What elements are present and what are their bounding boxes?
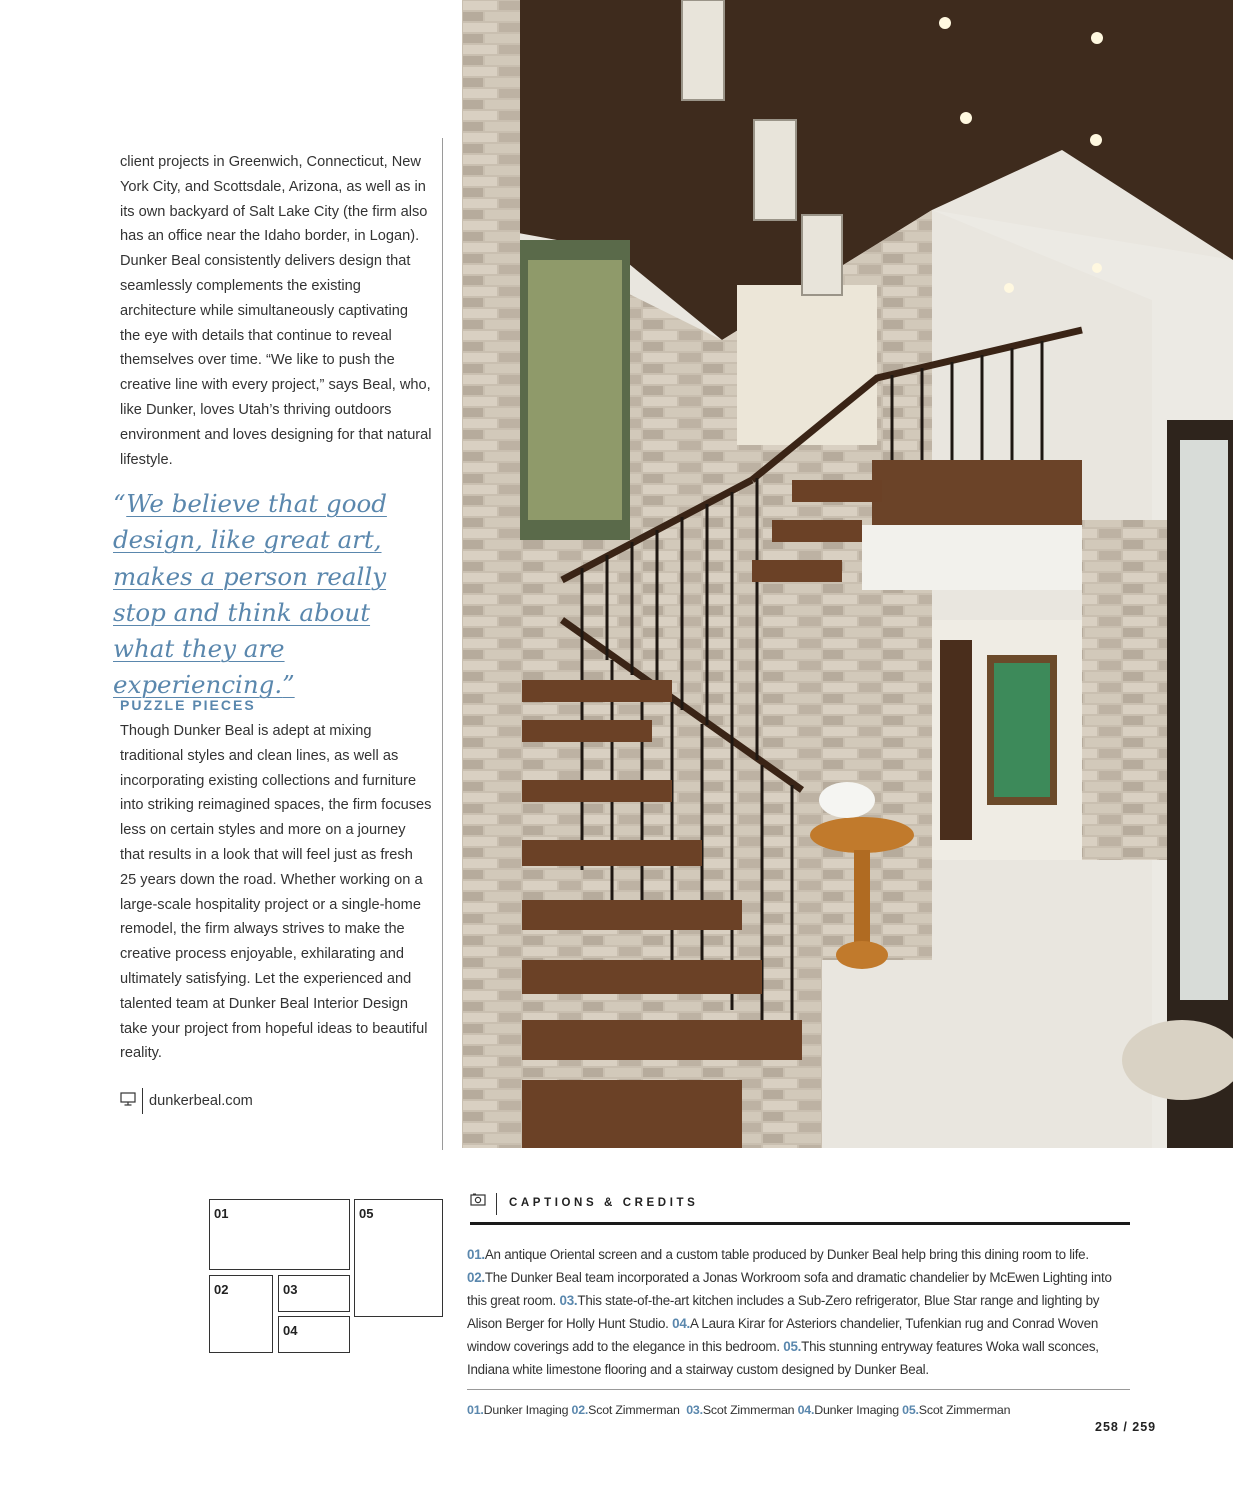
layout-key-box-02: 02 — [209, 1275, 273, 1353]
captions-divider — [467, 1389, 1130, 1390]
caption-text: The Dunker Beal team incorporated a Jonas Workroom sofa and dramatic chandelier by McEwen Lighting into this great room. — [467, 1269, 1112, 1308]
caption-number: 03. — [559, 1292, 578, 1308]
body-paragraph-2: Though Dunker Beal is adept at mixing traditional styles and clean lines, as well as incorporating existing collections and furniture into striking reimagined spaces, the firm focuses less on certain styles and more on a journey that results in a look that will feel just as fresh 25 years down the road. Whether working on a large-scale hospitality project or a single-home remodel, the firm always strives to make the creative process enjoyable, exhilarating and ultimately satisfying. Let the experienced and talented team at Dunker Beal Interior Design take your project from hopeful ideas to beautiful reality. — [120, 723, 432, 1062]
entryway-staircase-photo — [462, 0, 1233, 1148]
page-numbers: 258 / 259 — [1095, 1420, 1157, 1434]
photo-illustration — [462, 0, 1233, 1148]
pull-quote-text: We believe that good design, like great art, makes a person really stop and think about what they are experiencing. — [113, 489, 387, 700]
layout-key-box-03: 03 — [278, 1275, 350, 1312]
layout-key-box-04: 04 — [278, 1316, 350, 1353]
photo-credits — [467, 1400, 1132, 1420]
column-divider — [442, 138, 443, 1150]
layout-key-box-01: 01 — [209, 1199, 350, 1270]
website-line — [120, 1088, 253, 1114]
credit-text: Scot Zimmerman — [918, 1403, 1011, 1417]
body-paragraph-1: client projects in Greenwich, Connecticut, New York City, and Scottsdale, Arizona, as well as in its own backyard of Salt Lake City (the firm also has an office near the Idaho border, in Logan). Dunker Beal consistently delivers design that seamlessly complements the existing architecture while simultaneously captivating the eye with details that continue to reveal themselves over time. “We like to push the creative line with every project,” says Beal, who, like Dunker, loves Utah’s thriving outdoors environment and loves designing for that natural lifestyle. — [120, 154, 432, 468]
credit-number: 02. — [571, 1403, 589, 1417]
credit-number: 03. — [686, 1403, 703, 1417]
caption-number: 04. — [672, 1315, 690, 1331]
captions-header-separator — [496, 1193, 497, 1215]
monitor-icon — [120, 1092, 136, 1111]
credit-text: Dunker Imaging — [483, 1403, 569, 1417]
caption-number: 05. — [783, 1338, 802, 1354]
website-link[interactable]: dunkerbeal.com — [149, 1093, 253, 1109]
caption-number: 02. — [467, 1269, 485, 1285]
captions-heading: CAPTIONS & CREDITS — [509, 1197, 699, 1209]
caption-text: An antique Oriental screen and a custom table produced by Dunker Beal help bring this dining room to life. — [484, 1247, 1089, 1262]
caption-text: This state-of-the-art kitchen includes a Sub-Zero refrigerator, Blue Star range and lighting by Alison Berger for Holly Hunt Studio. — [467, 1292, 1100, 1331]
subheading-puzzle-pieces: PUZZLE PIECES — [120, 697, 256, 713]
caption-text: This stunning entryway features Woka wall sconces, Indiana white limestone flooring and a stairway custom designed by Dunker Beal. — [467, 1338, 1099, 1377]
credit-text: Scot Zimmerman — [588, 1403, 680, 1417]
layout-key-box-05: 05 — [354, 1199, 443, 1317]
quote-close-mark: ” — [282, 670, 295, 700]
camera-icon — [470, 1193, 486, 1212]
quote-open-mark: “ — [113, 489, 127, 518]
credit-number: 01. — [467, 1403, 484, 1417]
pull-quote — [113, 486, 433, 704]
caption-number: 01. — [467, 1247, 485, 1262]
credit-number: 04. — [797, 1403, 815, 1417]
website-separator — [142, 1088, 143, 1114]
credit-text: Dunker Imaging — [814, 1403, 899, 1417]
captions-header — [470, 1193, 1130, 1225]
credit-number: 05. — [902, 1403, 919, 1417]
captions-block — [467, 1244, 1132, 1381]
caption-text: A Laura Kirar for Asteriors chandelier, Tufenkian rug and Conrad Woven window coverings add to the elegance in this bedroom. — [467, 1315, 1099, 1354]
credit-text: Scot Zimmerman — [702, 1403, 795, 1417]
